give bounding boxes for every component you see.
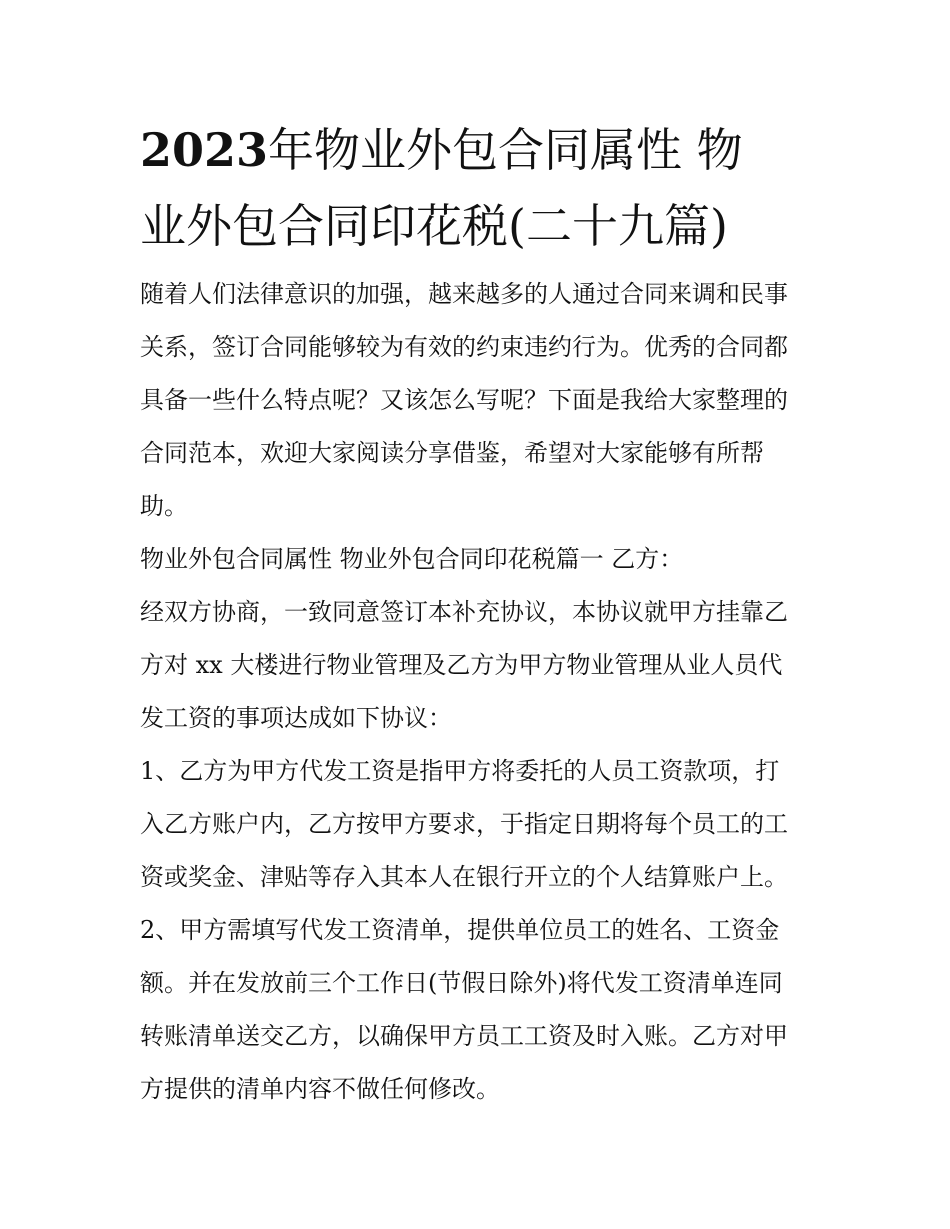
text-line: 资或奖金、津贴等存入其本人在银行开立的个人结算账户上。: [140, 863, 788, 891]
title-line-2: 业外包合同印花税(二十九篇): [140, 199, 728, 253]
text-line: 合同范本，欢迎大家阅读分享借鉴，希望对大家能够有所帮: [140, 439, 764, 467]
title-year: 2023: [140, 123, 269, 177]
text-line: 入乙方账户内，乙方按甲方要求，于指定日期将每个员工的工: [140, 810, 788, 838]
text-line: 助。: [140, 492, 188, 520]
text-line: 关系，签订合同能够较为有效的约束违约行为。优秀的合同都: [140, 333, 788, 361]
clause-1: [140, 745, 812, 904]
text-line: 具备一些什么特点呢？又该怎么写呢？下面是我给大家整理的: [140, 386, 788, 414]
agreement-paragraph: [140, 586, 812, 745]
intro-paragraph: [140, 268, 812, 533]
title-line-1: [140, 112, 812, 188]
document-page: [140, 112, 812, 1116]
text-line: 方对 xx 大楼进行物业管理及乙方为甲方物业管理从业人员代: [140, 651, 783, 679]
document-title: [140, 112, 812, 264]
clause-2: [140, 904, 812, 1116]
text-line: 方提供的清单内容不做任何修改。: [140, 1075, 500, 1103]
text-line: 转账清单送交乙方，以确保甲方员工工资及时入账。乙方对甲: [140, 1022, 788, 1050]
text-line: 1、乙方为甲方代发工资是指甲方将委托的人员工资款项，打: [140, 757, 780, 785]
text-line: 物业外包合同属性 物业外包合同印花税篇一 乙方：: [140, 545, 684, 573]
title-line-1-text: 年物业外包合同属性 物: [268, 123, 743, 177]
text-line: 发工资的事项达成如下协议：: [140, 704, 452, 732]
text-line: 随着人们法律意识的加强，越来越多的人通过合同来调和民事: [140, 280, 788, 308]
text-line: 额。并在发放前三个工作日(节假日除外)将代发工资清单连同: [140, 969, 783, 997]
section-heading: [140, 533, 812, 586]
text-line: 2、甲方需填写代发工资清单，提供单位员工的姓名、工资金: [140, 916, 780, 944]
text-line: 经双方协商，一致同意签订本补充协议，本协议就甲方挂靠乙: [140, 598, 788, 626]
